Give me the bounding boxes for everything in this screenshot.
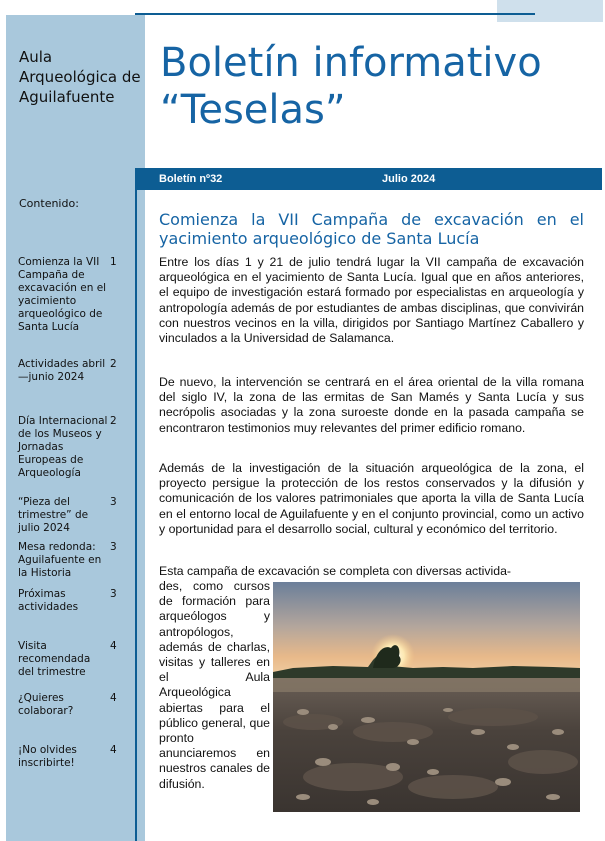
excavation-photo — [273, 582, 580, 812]
toc-item-page: 3 — [110, 588, 117, 600]
article-paragraph-wrapped: des, como cursos de formación para arqueólogos y antropólogos, además de charlas, visitas y talleres en el Aula Arqueológica abiertas para el público general, que pronto anunciaremos en nuestros canales de difusión. — [159, 579, 270, 791]
toc-item-label: Día Internacional de los Museos y Jornadas Europeas de Arqueología — [18, 415, 108, 479]
toc-item-page: 4 — [110, 692, 117, 704]
toc-item-label: Próximas actividades — [18, 588, 79, 613]
header-rule — [135, 13, 535, 15]
title-line-1: Boletín informativo — [160, 40, 542, 86]
article-paragraph: De nuevo, la intervención se centrará en el área oriental de la villa romana del siglo IV, la zona de las ermitas de San Mamés y Santa Lucía y sus necrópolis asociadas y la zona suroeste donde en la pasada campaña se encontraron testimonios muy relevantes del primer edificio romano. — [159, 375, 584, 435]
issue-number: Boletín nº32 — [159, 173, 223, 185]
toc-item-page: 4 — [110, 640, 117, 652]
organization-name: Aula Arqueológica de Aguilafuente — [19, 48, 141, 106]
toc-item-label: ¿Quieres colaborar? — [18, 692, 74, 717]
toc-item[interactable] — [18, 496, 136, 535]
toc-item-label: Actividades abril—junio 2024 — [18, 358, 106, 383]
toc-item[interactable] — [18, 256, 136, 334]
article-title: Comienza la VII Campaña de excavación en el yacimiento arqueológico de Santa Lucía — [159, 210, 584, 248]
article-paragraph-first-line: Esta campaña de excavación se completa con diversas activida- — [159, 564, 512, 578]
sunset-excavation-image — [273, 582, 580, 812]
toc-item[interactable] — [18, 541, 136, 580]
toc-item-page: 1 — [110, 256, 117, 268]
toc-item[interactable] — [18, 744, 136, 770]
header-corner-box — [497, 0, 603, 22]
toc-item[interactable] — [18, 692, 136, 718]
toc-item-label: Mesa redonda: Aguilafuente en la Historia — [18, 541, 102, 579]
issue-date: Julio 2024 — [382, 173, 436, 185]
newsletter-title — [160, 40, 600, 134]
contents-heading: Contenido: — [19, 197, 79, 210]
article-paragraph: Entre los días 1 y 21 de julio tendrá lugar la VII campaña de excavación arqueológica en el yacimiento de Santa Lucía. Igual que en años anteriores, el equipo de investigación estará formado por especialistas en arqueología y antropología además de por estudiantes de ambas disciplinas, que convivirán con nuestros vecinos en la villa, dirigidos por Santiago Martínez Caballero y vinculados a la Universidad de Salamanca. — [159, 255, 584, 346]
toc-item[interactable] — [18, 358, 136, 384]
issue-bar — [135, 168, 602, 190]
title-line-2: “Teselas” — [160, 87, 346, 133]
toc-item-page: 4 — [110, 744, 117, 756]
toc-item-page: 2 — [110, 415, 117, 427]
toc-item[interactable] — [18, 640, 136, 679]
toc-item-page: 3 — [110, 496, 117, 508]
toc-item-page: 2 — [110, 358, 117, 370]
article-paragraph: Además de la investigación de la situación arqueológica de la zona, el proyecto persigue la protección de los restos conservados y la difusión y comunicación de los valores patrimoniales que aporta la villa de Santa Lucía en el entorno local de Aguilafuente y en el conjunto provincial, como un activo y oportunidad para el desarrollo social, cultural y económico del territorio. — [159, 461, 584, 536]
toc-item-label: “Pieza del trimestre” de julio 2024 — [18, 496, 89, 534]
toc-item[interactable] — [18, 415, 136, 480]
toc-item[interactable] — [18, 588, 136, 614]
toc-item-label: Comienza la VII Campaña de excavación en el yacimiento arqueológico de Santa Lucía — [18, 256, 107, 333]
toc-item-page: 3 — [110, 541, 117, 553]
toc-item-label: ¡No olvides inscribirte! — [18, 744, 77, 769]
toc-item-label: Visita recomendada del trimestre — [18, 640, 91, 678]
